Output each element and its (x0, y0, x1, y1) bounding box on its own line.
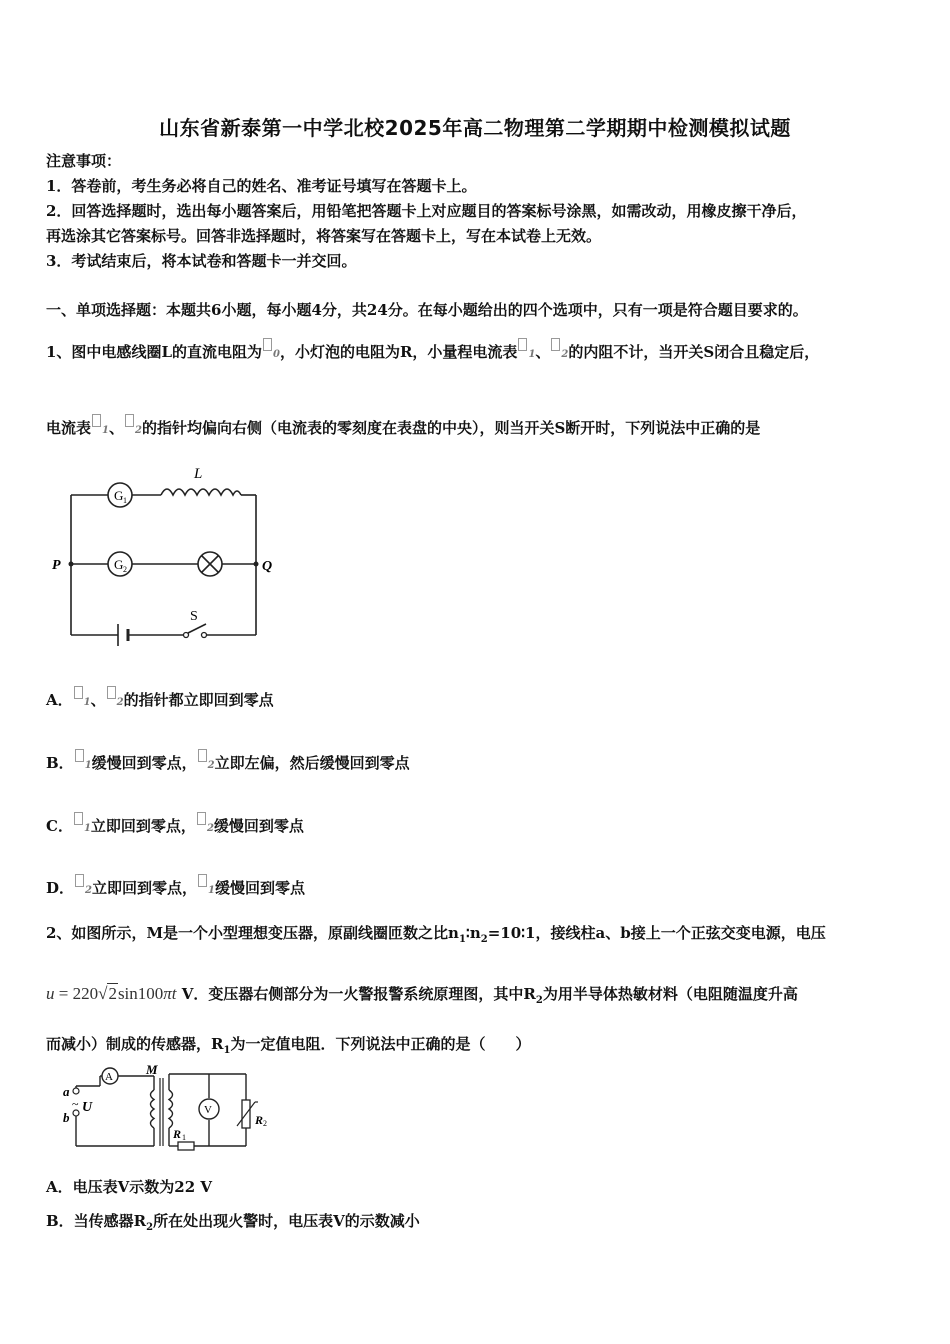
symbol-sub-r: 0 (273, 349, 280, 360)
formula-part: u (46, 984, 55, 1003)
q2-stem-line3 (46, 1034, 530, 1061)
junction-q (254, 562, 259, 567)
voltmeter-icon (199, 1099, 219, 1119)
transformer-label: M (146, 1064, 158, 1077)
q2-sub: 1 (223, 1045, 231, 1056)
symbol-sub-2: 2 (85, 885, 92, 896)
terminal-b-label: b (63, 1110, 70, 1125)
symbol-sub-2: 2 (135, 425, 142, 436)
q1-text-a: 1、图中电感线圈L的直流电阻为 (46, 343, 262, 361)
inductor-label: L (194, 466, 203, 482)
missing-symbol-icon (125, 414, 134, 427)
voltage-u-label: U (82, 1100, 93, 1115)
missing-symbol-icon (74, 812, 83, 825)
symbol-sub-1: 1 (208, 885, 215, 896)
option-text: 立即回到零点， (90, 817, 196, 835)
g1-label: G (114, 488, 124, 503)
switch-label: S (190, 609, 198, 624)
q1-text-d: 电流表 (46, 419, 92, 437)
symbol-sub-2: 2 (116, 697, 124, 708)
symbol-sub-1: 1 (102, 425, 109, 436)
option-text: 缓慢回到零点， (91, 754, 197, 772)
g1-sub: 1 (123, 496, 127, 505)
q2-sub: 1 (458, 934, 466, 945)
q2-text: 为一定值电阻．下列说法中正确的是（ ） (230, 1035, 531, 1053)
q1-stem-line1 (46, 338, 819, 365)
option-sub: 2 (146, 1222, 154, 1233)
q1-option-c (46, 812, 304, 839)
lamp-icon (198, 552, 222, 576)
q2-text: =10∶1，接线柱a、b接上一个正弦交变电源，电压 (487, 924, 826, 942)
symbol-sub-2: 2 (206, 823, 214, 834)
node-p-label: P (52, 558, 61, 573)
switch-s (184, 609, 207, 638)
node-q-label: Q (262, 559, 273, 574)
option-text: 缓慢回到零点 (214, 879, 305, 897)
option-letter: B． (46, 754, 74, 772)
thermistor-r2 (237, 1100, 267, 1128)
q2-text: 为用半导体热敏材料（电阻随温度升高 (542, 985, 798, 1003)
q2-transformer-diagram (56, 1064, 286, 1160)
option-letter: A． (46, 691, 73, 709)
option-sep: 、 (90, 691, 106, 709)
symbol-sub-1: 1 (528, 349, 536, 360)
missing-symbol-icon (198, 874, 207, 887)
q2-sub: 2 (535, 995, 543, 1006)
r1-sub: 1 (182, 1133, 186, 1142)
missing-symbol-icon (551, 338, 560, 351)
voltmeter-label: V (204, 1104, 212, 1116)
q1-option-d (46, 874, 305, 901)
q1-circuit-diagram (46, 460, 286, 650)
symbol-sub-2: 2 (207, 760, 215, 771)
formula-part: πt (163, 984, 177, 1003)
g2-sub: 2 (123, 565, 127, 574)
q2-text: 2、如图所示，M是一个小型理想变压器，原副线圈匝数之比n (46, 924, 459, 942)
formula-part: = 220 (54, 984, 99, 1003)
q2-stem-line2 (46, 983, 798, 1011)
option-text: 立即回到零点， (91, 879, 197, 897)
q1-text-c: 的内阻不计，当开关S闭合且稳定后， (568, 343, 820, 361)
primary-coil (151, 1090, 155, 1128)
notes-heading: 注意事项： (46, 152, 122, 170)
r1-label: R (173, 1127, 182, 1141)
q1-sep: 、 (108, 419, 124, 437)
missing-symbol-icon (197, 812, 206, 825)
note-3: 3．考试结束后，将本试卷和答题卡一并交回。 (46, 252, 357, 270)
section-heading: 一、单项选择题：本题共6小题，每小题4分，共24分。在每小题给出的四个选项中，只有一项是符合题目要求的。 (46, 301, 808, 319)
option-text: 缓慢回到零点 (213, 817, 304, 835)
q2-text: ∶n (465, 924, 481, 942)
battery-icon (118, 624, 128, 646)
q2-option-a: A．电压表V示数为22 V (46, 1178, 213, 1196)
inductor-coil (161, 489, 241, 495)
q1-option-b (46, 749, 410, 776)
symbol-sub-2: 2 (561, 349, 569, 360)
q2-text: 而减小）制成的传感器，R (46, 1035, 224, 1053)
ammeter-label: A (105, 1071, 113, 1083)
q1-text-e: 的指针均偏向右侧（电流表的零刻度在表盘的中央），则当开关S断开时，下列说法中正确的是 (141, 419, 761, 437)
option-letter: C． (46, 817, 73, 835)
missing-symbol-icon (263, 338, 272, 351)
junction-p (69, 562, 74, 567)
q2-stem-line1 (46, 923, 826, 950)
terminal-a-label: a (63, 1084, 70, 1099)
formula-part: sin100 (117, 984, 164, 1003)
missing-symbol-icon (75, 749, 84, 762)
option-letter: D． (46, 879, 75, 897)
missing-symbol-icon (518, 338, 527, 351)
symbol-sub-1: 1 (83, 823, 91, 834)
ammeter-icon (102, 1068, 118, 1084)
q1-option-a (46, 686, 274, 713)
missing-symbol-icon (74, 686, 83, 699)
r2-sub: 2 (263, 1119, 267, 1128)
missing-symbol-icon (198, 749, 207, 762)
option-text: B．当传感器R (46, 1212, 147, 1230)
missing-symbol-icon (92, 414, 101, 427)
option-text: 的指针都立即回到零点 (123, 691, 274, 709)
formula-sqrt: 2 (108, 984, 117, 1003)
terminal-a (73, 1088, 79, 1094)
q2-sub: 2 (480, 934, 488, 945)
ac-symbol: ~ (72, 1097, 79, 1111)
voltage-formula: u = 220√2sin100πt (46, 984, 177, 1003)
galvanometer-g2 (108, 552, 132, 576)
note-1: 1．答卷前，考生务必将自己的姓名、准考证号填写在答题卡上。 (46, 177, 477, 195)
note-2-cont: 再选涂其它答案标号。回答非选择题时，将答案写在答题卡上，写在本试卷上无效。 (46, 227, 602, 245)
symbol-sub-1: 1 (84, 760, 92, 771)
q2-text: V．变压器右侧部分为一火警报警系统原理图，其中R (176, 985, 536, 1003)
note-2: 2．回答选择题时，选出每小题答案后，用铅笔把答题卡上对应题目的答案标号涂黑，如需改动，用橡皮擦干净后， (46, 202, 807, 220)
page-title: 山东省新泰第一中学北校2025年高二物理第二学期期中检测模拟试题 (159, 116, 791, 140)
r2-label: R (255, 1113, 264, 1127)
missing-symbol-icon (75, 874, 84, 887)
g2-label: G (114, 557, 124, 572)
q1-text-b: ，小灯泡的电阻为R，小量程电流表 (279, 343, 518, 361)
q1-stem-line2 (46, 414, 760, 441)
symbol-sub-1: 1 (83, 697, 91, 708)
option-text: 立即左偏，然后缓慢回到零点 (214, 754, 410, 772)
galvanometer-g1 (108, 483, 132, 507)
missing-symbol-icon (107, 686, 116, 699)
q2-option-b (46, 1211, 420, 1238)
secondary-coil (169, 1090, 173, 1128)
option-text: 所在处出现火警时，电压表V的示数减小 (153, 1212, 420, 1230)
q1-sep: 、 (535, 343, 551, 361)
